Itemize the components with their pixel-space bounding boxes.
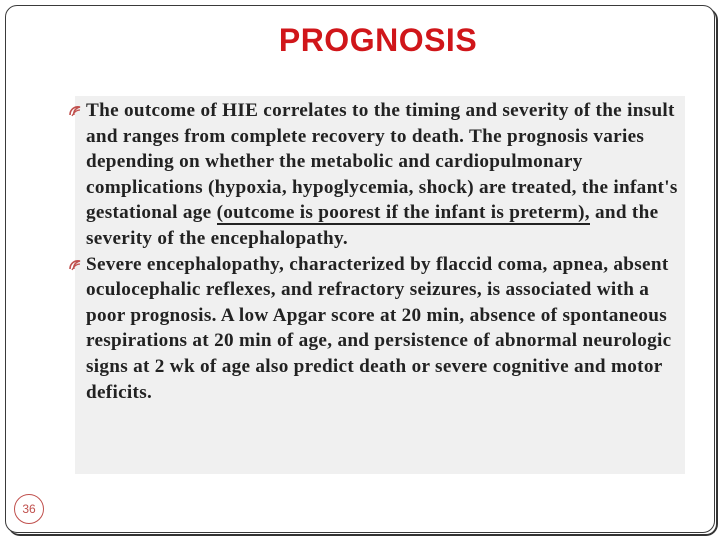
page-number: 36 (22, 502, 36, 516)
bullet-list (68, 98, 678, 405)
bullet-underlined-text: (outcome is poorest if the infant is preterm), (216, 202, 590, 224)
bullet-text-part: The outcome of HIE correlates to the timing and severity of the insult and ranges from complete recovery to death. The prognosis varies depending on whether the metabolic and cardiopulmonary complications (hypoxia, hypoglycemia, shock) are treated, the infant's gestational age (86, 100, 678, 224)
bullet-swirl-icon (68, 258, 82, 272)
bullet-item (68, 98, 678, 252)
bullet-text-part: and the severity of the encephalopathy. (86, 202, 659, 249)
bullet-swirl-icon (68, 104, 82, 118)
slide-title: PROGNOSIS (278, 22, 478, 58)
bullet-text-part: Severe encephalopathy, characterized by flaccid coma, apnea, absent oculocephalic reflexes, and refractory seizures, is associated with a poor prognosis. A low Apgar score at 20 min, absence of spontaneous respirations at 20 min of age, and persistence of abnormal neurologic signs at 2 wk of age also predict death or severe cognitive and motor deficits. (86, 253, 672, 403)
page-number-badge (14, 494, 44, 524)
bullet-item (68, 252, 678, 406)
